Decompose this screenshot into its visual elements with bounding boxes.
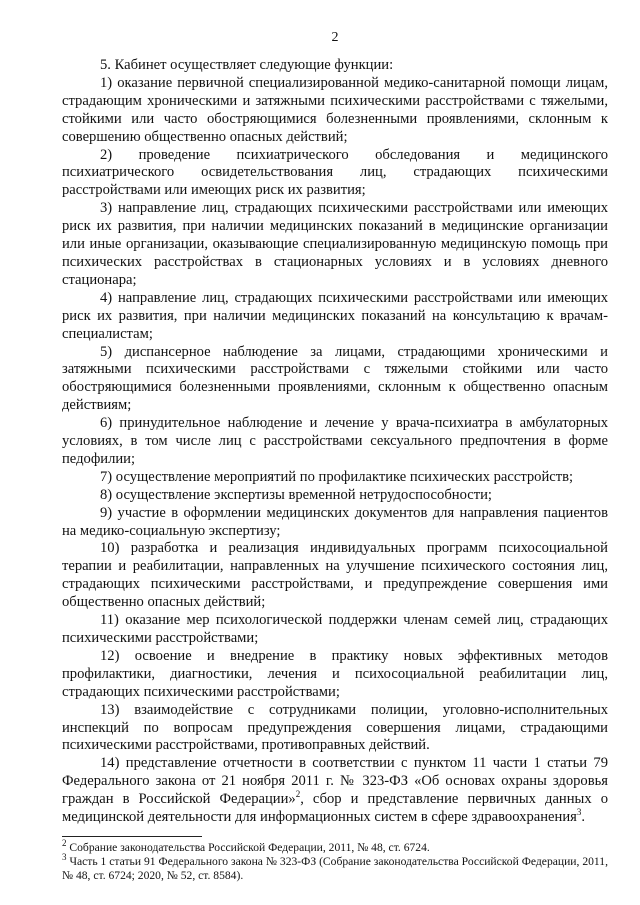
footnote-mark: 2 bbox=[62, 838, 67, 849]
document-page bbox=[62, 30, 608, 827]
footnote bbox=[62, 838, 608, 855]
list-item-14-end: . bbox=[581, 809, 585, 826]
list-item: 8) осуществление экспертизы временной нетрудоспособности; bbox=[100, 486, 492, 503]
footnotes bbox=[62, 838, 608, 883]
list-item: 6) принудительное наблюдение и лечение у врача-психиатра в амбулаторных условиях, в том числе лиц с расстройствами сексуального предпочтения в форме педофилии; bbox=[62, 415, 608, 467]
list-item: 12) освоение и внедрение в практику новых эффективных методов профилактики, диагностики, лечения и психосоциальной реабилитации лиц, страдающих психическими расстройствами; bbox=[62, 647, 608, 700]
footnote-ref: 3 bbox=[576, 807, 582, 818]
list-item: 9) участие в оформлении медицинских документов для направления пациентов на медико-социальную экспертизу; bbox=[62, 504, 608, 539]
list-item: 13) взаимодействие с сотрудниками полиции, уголовно-исполнительных инспекций по вопросам предупреждения совершения лицами, страдающими психическими расстройствами, противоправных действий. bbox=[62, 701, 608, 754]
footnote-text: Собрание законодательства Российской Федерации, 2011, № 48, ст. 6724. bbox=[69, 841, 430, 854]
section-heading: 5. Кабинет осуществляет следующие функции: bbox=[100, 57, 394, 73]
page-number: 2 bbox=[331, 30, 339, 45]
list-item: 3) направление лиц, страдающих психическими расстройствами или имеющих риск их развития, при наличии медицинских показаний в медицинские организации или иные организации, оказывающие специализированную медицинскую помощь при психических расстройствах в стационарных условиях и в условиях дневного стационара; bbox=[62, 200, 608, 288]
footnote-divider bbox=[62, 836, 202, 837]
list-item: 7) осуществление мероприятий по профилактике психических расстройств; bbox=[100, 468, 574, 485]
list-item: 11) оказание мер психологической поддержки членам семей лиц, страдающих психическими расстройствами; bbox=[62, 612, 608, 646]
list-item-14 bbox=[62, 755, 608, 827]
footnote-ref: 2 bbox=[295, 789, 301, 800]
footnote-text: Часть 1 статьи 91 Федерального закона № 323-ФЗ (Собрание законодательства Российской Федерации, 2011, № 48, ст. 6724; 2020, № 52, ст. 8584). bbox=[62, 855, 608, 882]
list-item: 2) проведение психиатрического обследования и медицинского психиатрического освидетельствования лиц, страдающих психическими расстройствами или имеющих риск их развития; bbox=[62, 146, 608, 199]
list-item: 4) направление лиц, страдающих психическими расстройствами или имеющих риск их развития, при наличии медицинских показаний на консультацию к врачам-специалистам; bbox=[62, 289, 608, 342]
footnote bbox=[62, 852, 608, 883]
footnote-mark: 3 bbox=[62, 852, 67, 863]
list-item-14-text-cont: , сбор и представление первичных данных о медицинской деятельности для информационных систем в сфере здравоохранения bbox=[62, 791, 608, 826]
list-item-14-text: 14) представление отчетности в соответствии с пунктом 11 части 1 статьи 79 Федерального закона от 21 ноября 2011 г. № 323-ФЗ «Об основах охраны здоровья граждан в Российской Федерации» bbox=[62, 755, 608, 808]
list-item: 1) оказание первичной специализированной медико-санитарной помощи лицам, страдающим хроническими и затяжными психическими расстройствами с тяжелыми, стойкими или часто обостряющимися болезненными проявлениями, склонным к совершению общественно опасных действий; bbox=[62, 74, 608, 145]
list-item: 5) диспансерное наблюдение за лицами, страдающими хроническими и затяжными психическими расстройствами с тяжелыми стойкими или часто обостряющимися болезненными проявлениями, склонным к общественно опасным действиям; bbox=[62, 343, 608, 414]
list-item: 10) разработка и реализация индивидуальных программ психосоциальной терапии и реабилитации, направленных на улучшение психического состояния лиц, страдающих психическими расстройствами, и предупреждение совершения ими общественно опасных действий; bbox=[62, 540, 608, 611]
